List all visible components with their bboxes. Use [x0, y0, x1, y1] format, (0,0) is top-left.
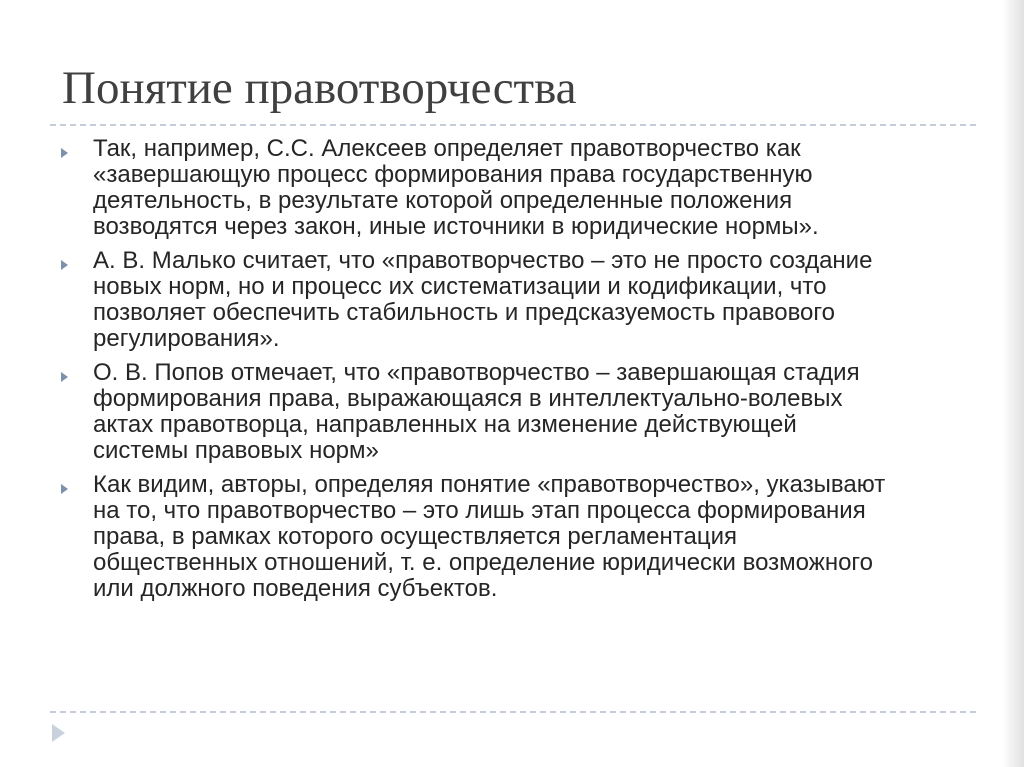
- bullet-triangle-icon: [61, 260, 68, 270]
- bullet-text: [93, 248, 983, 352]
- bullet-text: [93, 136, 983, 240]
- text-line: возводятся через закон, иные источники в юридические нормы».: [93, 213, 819, 240]
- bullet-triangle-icon: [61, 372, 68, 382]
- text-line: регулирования».: [93, 325, 280, 352]
- bullet-item-4: [0, 472, 1024, 602]
- bullet-triangle-icon: [61, 148, 68, 158]
- text-line: формирования права, выражающаяся в интеллектуально-волевых: [93, 385, 843, 412]
- bullet-item-2: [0, 248, 1024, 352]
- text-line: Как видим, авторы, определяя понятие «правотворчество», указывают: [93, 471, 886, 498]
- footer-divider: [50, 711, 976, 713]
- bullet-item-1: [0, 136, 1024, 240]
- text-line: А. В. Малько считает, что «правотворчество – это не просто создание: [93, 247, 873, 274]
- text-line: позволяет обеспечить стабильность и предсказуемость правового: [93, 299, 835, 326]
- text-line: деятельность, в результате которой определенные положения: [93, 187, 793, 214]
- text-line: новых норм, но и процесс их систематизации и кодификации, что: [93, 273, 827, 300]
- bullet-text: [93, 360, 983, 464]
- text-line: «завершающую процесс формирования права государственную: [93, 161, 813, 188]
- text-line: общественных отношений, т. е. определение юридически возможного: [93, 549, 873, 576]
- bullet-text: [93, 472, 983, 602]
- text-line: на то, что правотворчество – это лишь этап процесса формирования: [93, 497, 866, 524]
- text-line: системы правовых норм»: [93, 437, 379, 464]
- text-line: права, в рамках которого осуществляется регламентация: [93, 523, 738, 550]
- title-divider: [50, 124, 976, 126]
- next-slide-arrow-icon[interactable]: [52, 724, 65, 742]
- bullet-item-3: [0, 360, 1024, 464]
- text-line: О. В. Попов отмечает, что «правотворчество – завершающая стадия: [93, 359, 860, 386]
- bullet-list: [0, 136, 1024, 610]
- text-line: Так, например, С.С. Алексеев определяет правотворчество как: [93, 135, 801, 162]
- slide-title: Понятие правотворчества: [62, 62, 577, 114]
- bullet-triangle-icon: [61, 484, 68, 494]
- text-line: актах правотворца, направленных на изменение действующей: [93, 411, 797, 438]
- text-line: или должного поведения субъектов.: [93, 575, 498, 602]
